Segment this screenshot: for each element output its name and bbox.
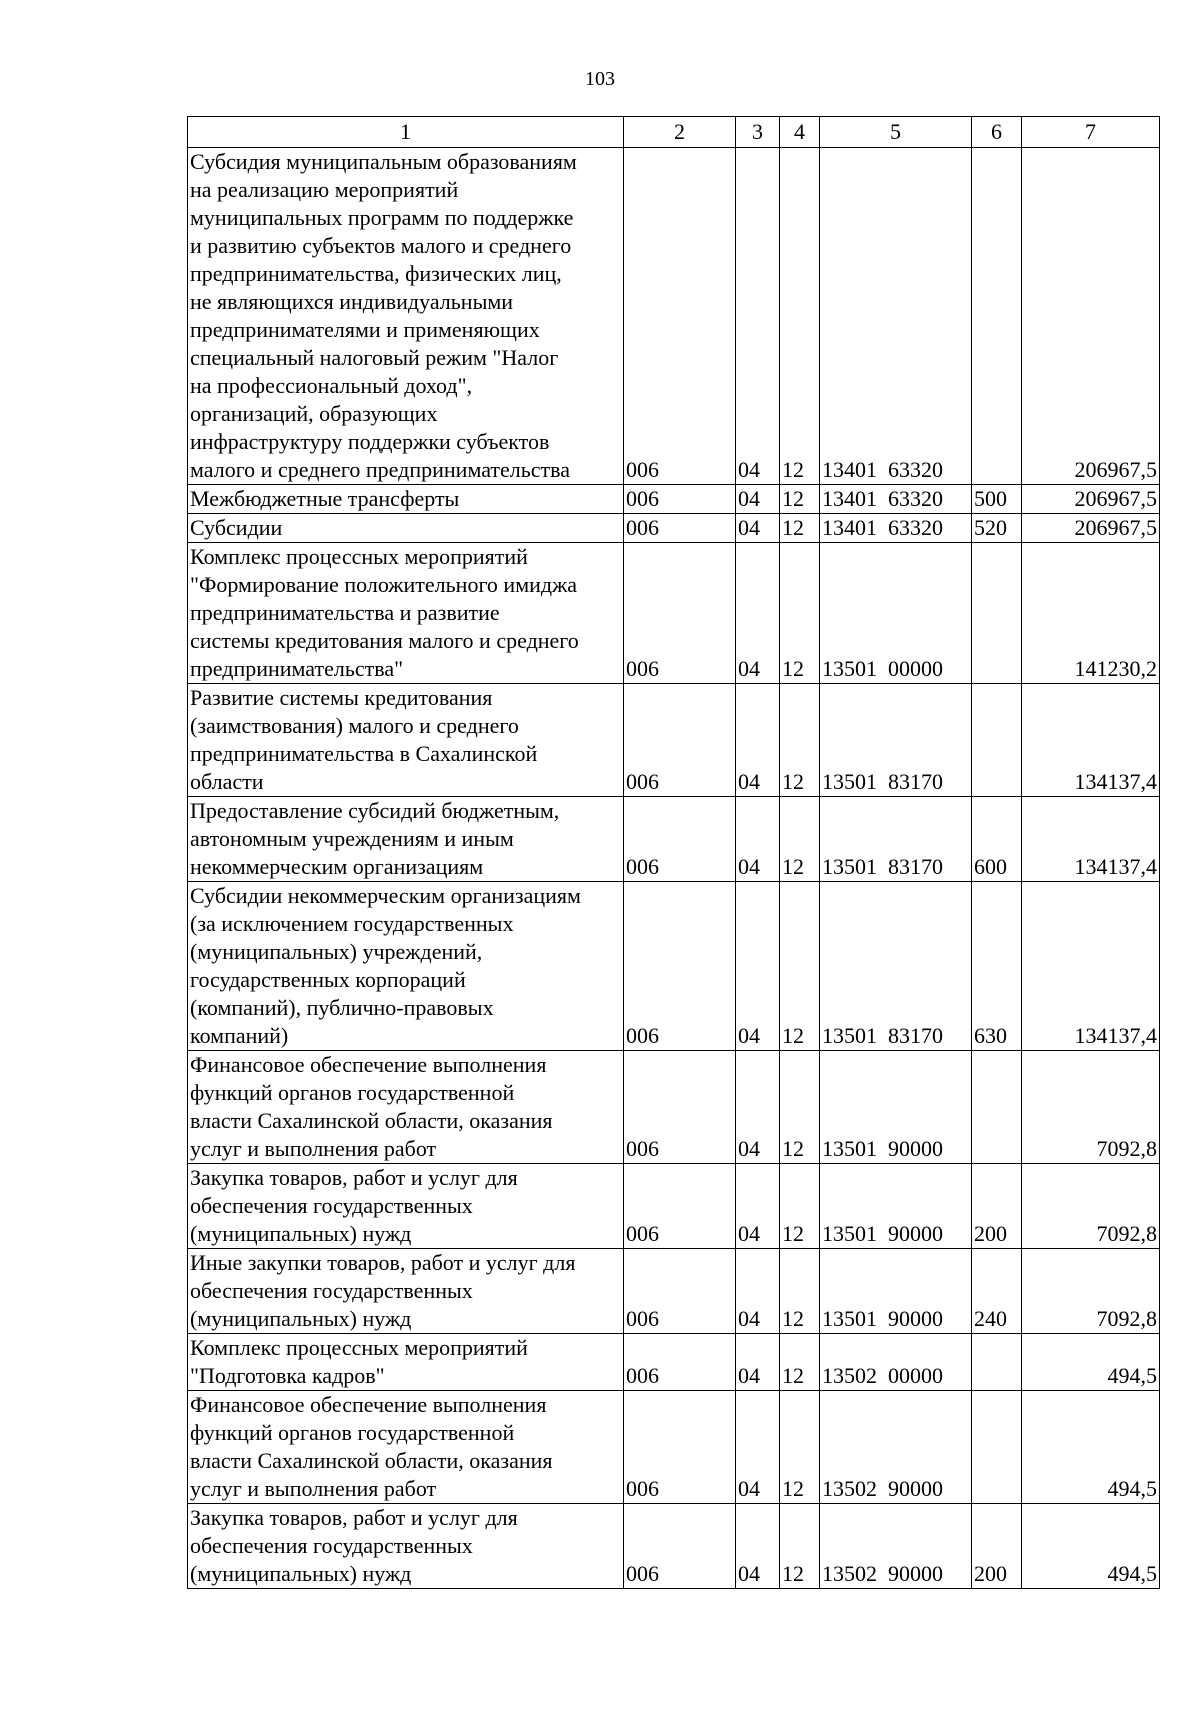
row-name: Предоставление субсидий бюджетным, автономным учреждениям и иным некоммерческим организациям (188, 797, 624, 882)
ministry-code: 006 (624, 797, 736, 882)
column-header-6: 6 (972, 117, 1022, 148)
expense-type-code (972, 1334, 1022, 1391)
section-code: 04 (736, 1164, 780, 1249)
table-row (188, 797, 1160, 882)
expense-type-code: 500 (972, 485, 1022, 514)
subsection-code: 12 (780, 514, 820, 543)
subsection-code: 12 (780, 1504, 820, 1589)
section-code: 04 (736, 1249, 780, 1334)
target-article-code: 13501 83170 (820, 684, 972, 797)
row-name: Субсидия муниципальным образованиям на реализацию мероприятий муниципальных программ по поддержке и развитию субъектов малого и среднего предпринимательства, физических лиц, не являющихся индивидуальными предпринимателями и применяющих специальный налоговый режим "Налог на профессиональный доход", организаций, образующих инфраструктуру поддержки субъектов малого и среднего предпринимательства (188, 148, 624, 485)
section-code: 04 (736, 1334, 780, 1391)
ministry-code: 006 (624, 684, 736, 797)
row-name: Закупка товаров, работ и услуг для обеспечения государственных (муниципальных) нужд (188, 1164, 624, 1249)
row-name: Финансовое обеспечение выполнения функций органов государственной власти Сахалинской области, оказания услуг и выполнения работ (188, 1391, 624, 1504)
expense-type-code (972, 148, 1022, 485)
target-article-code: 13401 63320 (820, 514, 972, 543)
table-row (188, 684, 1160, 797)
ministry-code: 006 (624, 1334, 736, 1391)
target-article-code: 13502 00000 (820, 1334, 972, 1391)
table-row (188, 882, 1160, 1051)
target-article-code: 13501 90000 (820, 1164, 972, 1249)
table-row (188, 1249, 1160, 1334)
section-code: 04 (736, 1391, 780, 1504)
amount: 134137,4 (1022, 882, 1160, 1051)
row-name: Субсидии (188, 514, 624, 543)
table-row (188, 1391, 1160, 1504)
amount: 206967,5 (1022, 514, 1160, 543)
row-name: Закупка товаров, работ и услуг для обеспечения государственных (муниципальных) нужд (188, 1504, 624, 1589)
column-header-1: 1 (188, 117, 624, 148)
expense-type-code: 240 (972, 1249, 1022, 1334)
target-article-code: 13501 83170 (820, 797, 972, 882)
row-name: Межбюджетные трансферты (188, 485, 624, 514)
row-name: Развитие системы кредитования (заимствования) малого и среднего предпринимательства в Сахалинской области (188, 684, 624, 797)
target-article-code: 13502 90000 (820, 1391, 972, 1504)
amount: 134137,4 (1022, 684, 1160, 797)
row-name: Комплекс процессных мероприятий "Подготовка кадров" (188, 1334, 624, 1391)
amount: 494,5 (1022, 1334, 1160, 1391)
subsection-code: 12 (780, 1334, 820, 1391)
amount: 206967,5 (1022, 485, 1160, 514)
subsection-code: 12 (780, 1164, 820, 1249)
target-article-code: 13501 00000 (820, 543, 972, 684)
subsection-code: 12 (780, 1391, 820, 1504)
column-header-3: 3 (736, 117, 780, 148)
ministry-code: 006 (624, 1164, 736, 1249)
page-number: 103 (585, 68, 615, 90)
expense-type-code: 200 (972, 1164, 1022, 1249)
target-article-code: 13401 63320 (820, 485, 972, 514)
table-header-row (188, 117, 1160, 148)
ministry-code: 006 (624, 1391, 736, 1504)
amount: 494,5 (1022, 1391, 1160, 1504)
amount: 7092,8 (1022, 1249, 1160, 1334)
column-header-7: 7 (1022, 117, 1160, 148)
section-code: 04 (736, 485, 780, 514)
expense-type-code (972, 1051, 1022, 1164)
ministry-code: 006 (624, 148, 736, 485)
ministry-code: 006 (624, 882, 736, 1051)
column-header-4: 4 (780, 117, 820, 148)
amount: 7092,8 (1022, 1051, 1160, 1164)
target-article-code: 13501 90000 (820, 1051, 972, 1164)
table-row (188, 1504, 1160, 1589)
expense-type-code (972, 543, 1022, 684)
column-header-5: 5 (820, 117, 972, 148)
amount: 494,5 (1022, 1504, 1160, 1589)
subsection-code: 12 (780, 543, 820, 684)
subsection-code: 12 (780, 684, 820, 797)
table-row (188, 514, 1160, 543)
budget-table (187, 116, 1160, 1589)
subsection-code: 12 (780, 882, 820, 1051)
amount: 206967,5 (1022, 148, 1160, 485)
amount: 141230,2 (1022, 543, 1160, 684)
ministry-code: 006 (624, 543, 736, 684)
table-row (188, 485, 1160, 514)
subsection-code: 12 (780, 797, 820, 882)
expense-type-code: 200 (972, 1504, 1022, 1589)
ministry-code: 006 (624, 1051, 736, 1164)
amount: 7092,8 (1022, 1164, 1160, 1249)
row-name: Иные закупки товаров, работ и услуг для обеспечения государственных (муниципальных) нужд (188, 1249, 624, 1334)
expense-type-code (972, 1391, 1022, 1504)
target-article-code: 13401 63320 (820, 148, 972, 485)
expense-type-code (972, 684, 1022, 797)
expense-type-code: 630 (972, 882, 1022, 1051)
table-row (188, 148, 1160, 485)
subsection-code: 12 (780, 485, 820, 514)
table-row (188, 1051, 1160, 1164)
target-article-code: 13501 90000 (820, 1249, 972, 1334)
expense-type-code: 520 (972, 514, 1022, 543)
section-code: 04 (736, 1051, 780, 1164)
row-name: Субсидии некоммерческим организациям (за исключением государственных (муниципальных) учреждений, государственных корпораций (компаний), публично-правовых компаний) (188, 882, 624, 1051)
column-header-2: 2 (624, 117, 736, 148)
subsection-code: 12 (780, 1051, 820, 1164)
table-row (188, 543, 1160, 684)
section-code: 04 (736, 543, 780, 684)
expense-type-code: 600 (972, 797, 1022, 882)
section-code: 04 (736, 1504, 780, 1589)
subsection-code: 12 (780, 148, 820, 485)
table-row (188, 1164, 1160, 1249)
section-code: 04 (736, 514, 780, 543)
table-row (188, 1334, 1160, 1391)
subsection-code: 12 (780, 1249, 820, 1334)
section-code: 04 (736, 797, 780, 882)
section-code: 04 (736, 684, 780, 797)
section-code: 04 (736, 148, 780, 485)
ministry-code: 006 (624, 1504, 736, 1589)
ministry-code: 006 (624, 485, 736, 514)
row-name: Финансовое обеспечение выполнения функций органов государственной власти Сахалинской области, оказания услуг и выполнения работ (188, 1051, 624, 1164)
target-article-code: 13502 90000 (820, 1504, 972, 1589)
section-code: 04 (736, 882, 780, 1051)
row-name: Комплекс процессных мероприятий "Формирование положительного имиджа предпринимательства и развитие системы кредитования малого и среднего предпринимательства" (188, 543, 624, 684)
ministry-code: 006 (624, 1249, 736, 1334)
target-article-code: 13501 83170 (820, 882, 972, 1051)
amount: 134137,4 (1022, 797, 1160, 882)
ministry-code: 006 (624, 514, 736, 543)
